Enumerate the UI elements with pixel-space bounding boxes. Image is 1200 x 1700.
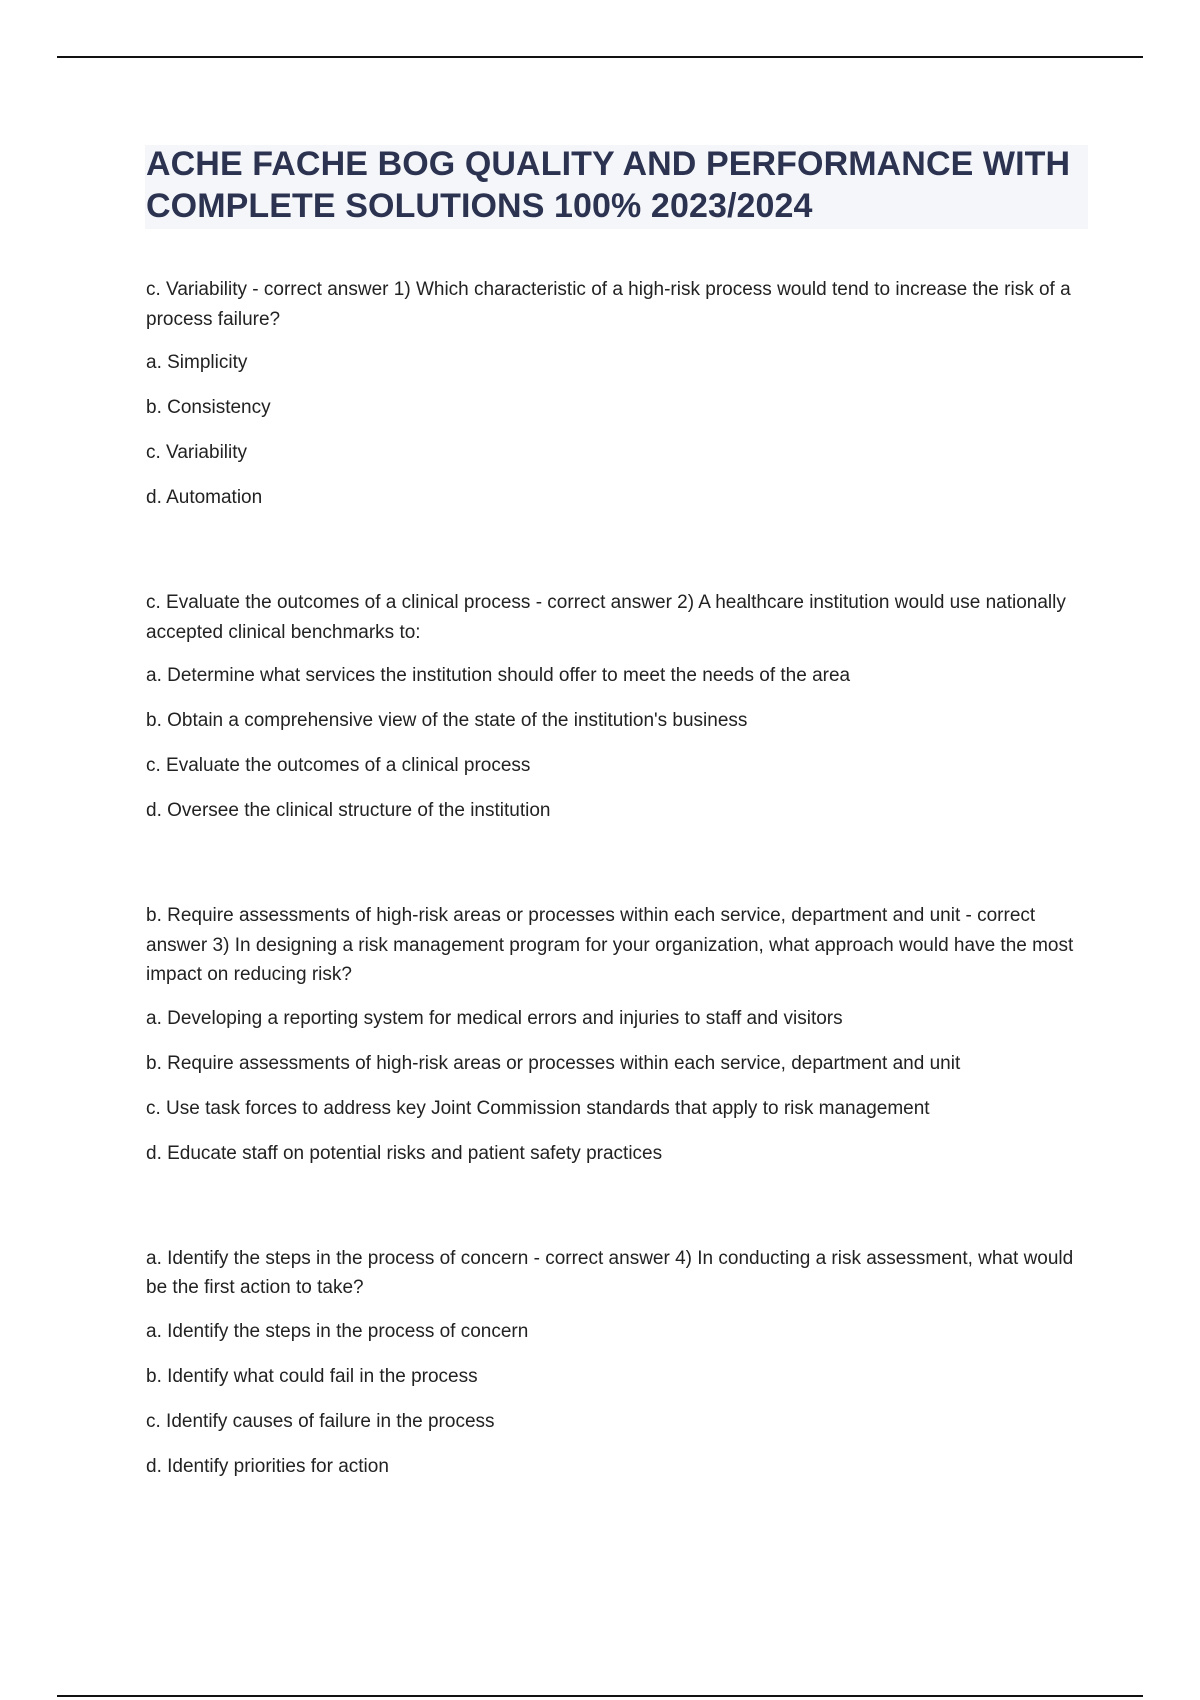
answer-option-c: c. Variability: [146, 442, 248, 463]
question-text: c. Evaluate the outcomes of a clinical process - correct answer 2) A healthcare institution would use nationally accepted clinical benchmarks to:: [146, 592, 1066, 643]
question-block-4: [146, 1244, 1096, 1497]
question-text: c. Variability - correct answer 1) Which characteristic of a high-risk process would tend to increase the risk of a process failure?: [146, 279, 1071, 330]
answer-option-a: a. Simplicity: [146, 352, 248, 373]
answer-option-b: b. Obtain a comprehensive view of the state of the institution's business: [146, 710, 748, 731]
answer-option-c: c. Evaluate the outcomes of a clinical process: [146, 755, 531, 776]
answer-option-a: a. Determine what services the institution should offer to meet the needs of the area: [146, 665, 851, 686]
bottom-rule: [57, 1695, 1143, 1697]
answer-option-b: b. Identify what could fail in the process: [146, 1365, 478, 1387]
question-block-2: [146, 588, 1096, 841]
answer-option-a: a. Identify the steps in the process of concern: [146, 1320, 529, 1342]
top-rule: [57, 56, 1143, 58]
answer-option-c: c. Identify causes of failure in the process: [146, 1410, 495, 1432]
question-block-3: [146, 901, 1096, 1184]
answer-option-b: b. Consistency: [146, 397, 271, 418]
answer-option-d: d. Educate staff on potential risks and patient safety practices: [146, 1142, 663, 1164]
question-text: a. Identify the steps in the process of concern - correct answer 4) In conducting a risk assessment, what would be the first action to take?: [146, 1247, 1074, 1298]
answer-option-c: c. Use task forces to address key Joint Commission standards that apply to risk management: [146, 1097, 930, 1119]
question-block-1: [146, 275, 1096, 528]
answer-option-b: b. Require assessments of high-risk areas or processes within each service, department and unit: [146, 1052, 961, 1074]
answer-option-d: d. Identify priorities for action: [146, 1455, 389, 1477]
answer-option-d: d. Automation: [146, 487, 263, 508]
document-title: ACHE FACHE BOG QUALITY AND PERFORMANCE WITH COMPLETE SOLUTIONS 100% 2023/2024: [146, 145, 1071, 225]
question-list: [146, 275, 1096, 1497]
answer-option-d: d. Oversee the clinical structure of the institution: [146, 800, 551, 821]
answer-option-a: a. Developing a reporting system for medical errors and injuries to staff and visitors: [146, 1007, 843, 1029]
question-text: b. Require assessments of high-risk areas or processes within each service, department and unit - correct answer 3) In designing a risk management program for your organization, what approach would have the most impact on reducing risk?: [146, 905, 1074, 985]
